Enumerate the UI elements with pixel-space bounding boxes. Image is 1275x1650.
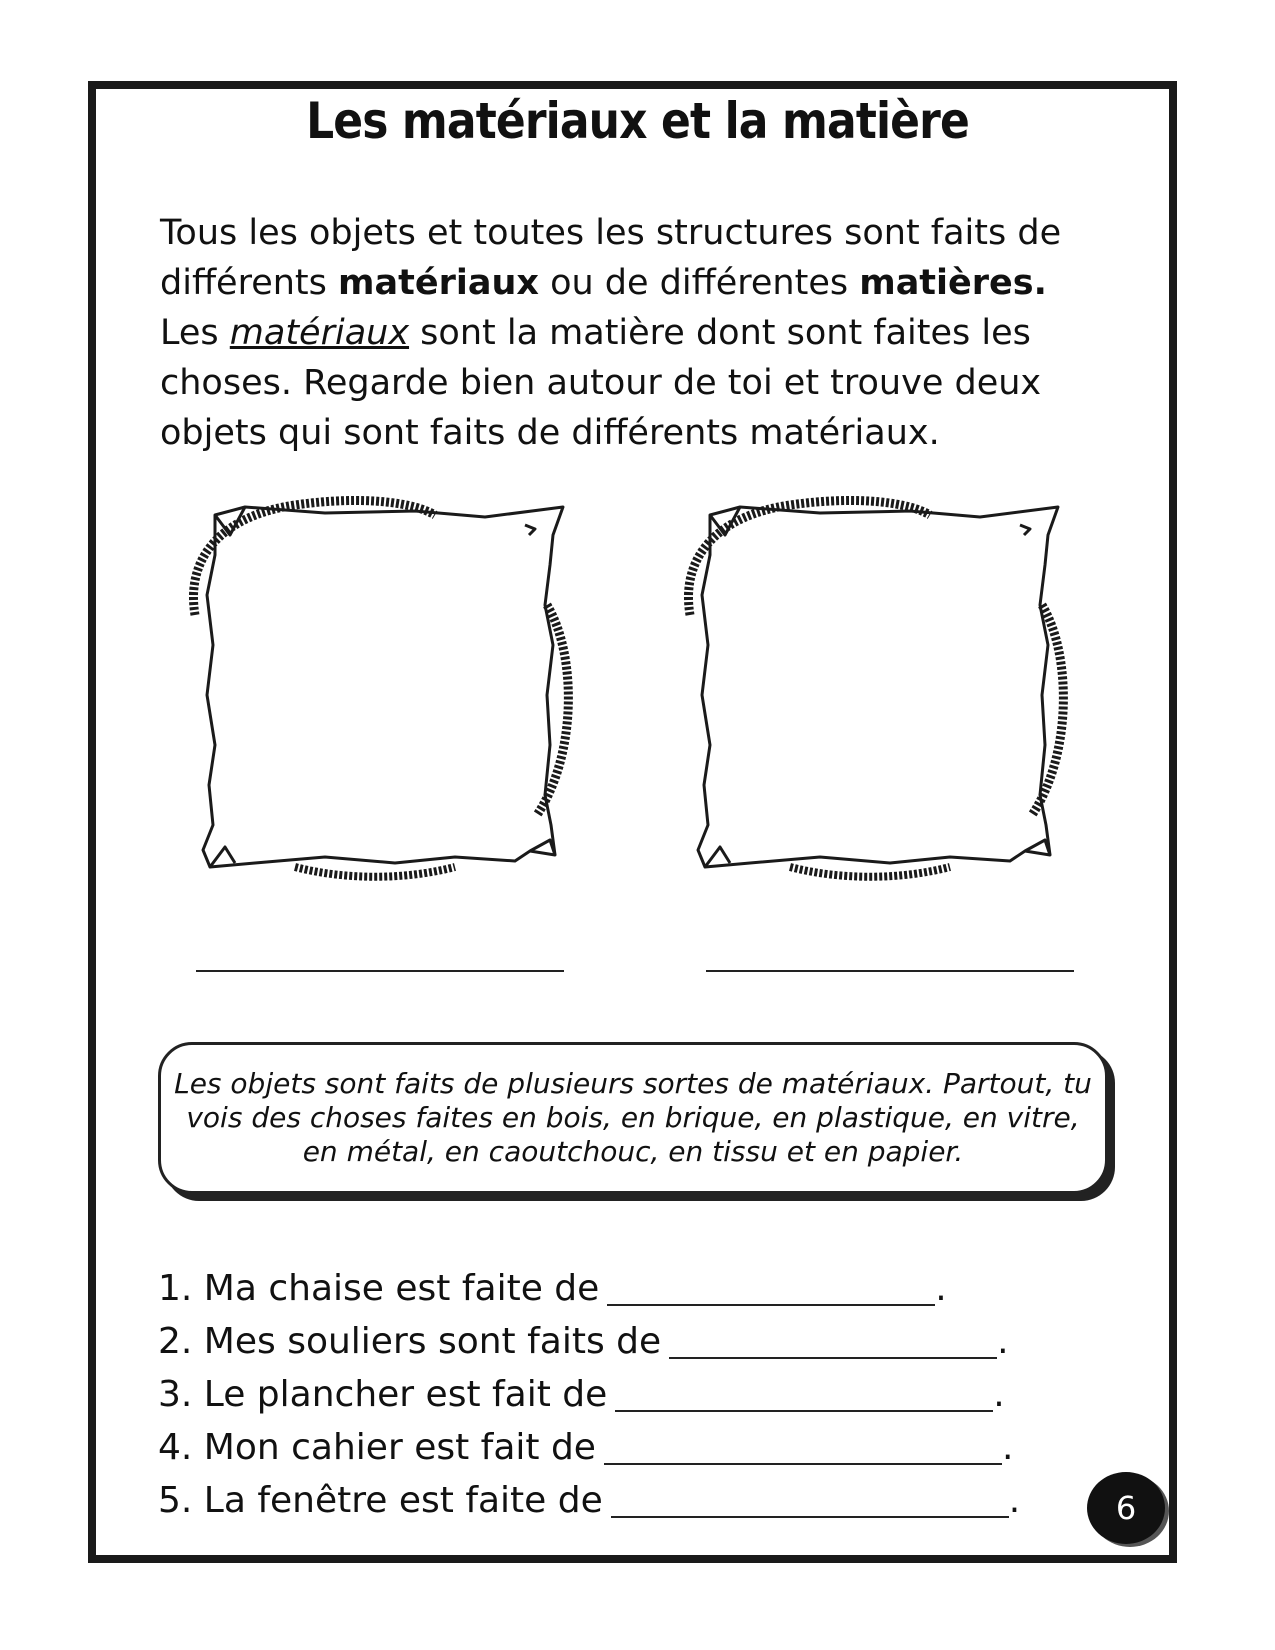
- intro-bold-matieres: matières.: [859, 263, 1047, 303]
- intro-bold-materiaux: matériaux: [338, 263, 539, 303]
- intro-text-2: ou de différentes: [538, 263, 860, 303]
- answer-line-right[interactable]: [706, 970, 1074, 972]
- question-4: [158, 1421, 1020, 1474]
- question-end: .: [993, 1374, 1005, 1415]
- question-end: .: [935, 1268, 947, 1309]
- question-text: 5. La fenêtre est faite de: [158, 1480, 603, 1521]
- question-5: [158, 1474, 1020, 1527]
- question-1: [158, 1262, 1020, 1315]
- page-title: Les matériaux et la matière: [306, 92, 969, 150]
- intro-text-1: Tous les objets et toutes les structures sont faits de différents: [160, 213, 1062, 303]
- intro-text-3: Les: [160, 313, 230, 353]
- answer-blank[interactable]: [604, 1427, 1002, 1465]
- intro-paragraph: [160, 208, 1120, 458]
- question-end: .: [997, 1321, 1009, 1362]
- question-end: .: [1001, 1427, 1014, 1468]
- intro-text-4: sont la matière dont sont faites les choses. Regarde bien autour de toi et trouve deux objets qui sont faits de différents matériaux.: [160, 313, 1042, 453]
- page-number-badge: 6: [1087, 1472, 1165, 1544]
- scroll-frame-left: [185, 495, 585, 895]
- question-text: 2. Mes souliers sont faits de: [158, 1321, 662, 1362]
- question-list: [158, 1262, 1020, 1527]
- question-3: [158, 1368, 1020, 1421]
- question-end: .: [1008, 1480, 1021, 1521]
- question-text: 4. Mon cahier est fait de: [158, 1427, 596, 1468]
- answer-line-left[interactable]: [196, 970, 564, 972]
- question-text: 3. Le plancher est fait de: [158, 1374, 608, 1415]
- question-2: [158, 1315, 1020, 1368]
- answer-blank[interactable]: [615, 1374, 993, 1412]
- answer-blank[interactable]: [669, 1321, 997, 1359]
- scroll-frame-right: [680, 495, 1080, 895]
- intro-underlined-materiaux: matériaux: [229, 313, 410, 353]
- question-text: 1. Ma chaise est faite de: [158, 1268, 600, 1309]
- answer-blank[interactable]: [607, 1268, 935, 1306]
- info-callout: Les objets sont faits de plusieurs sortes de matériaux. Partout, tu vois des choses faites en bois, en brique, en plastique, en vitre, en métal, en caoutchouc, en tissu et en papier.: [158, 1042, 1108, 1194]
- answer-blank[interactable]: [611, 1480, 1009, 1518]
